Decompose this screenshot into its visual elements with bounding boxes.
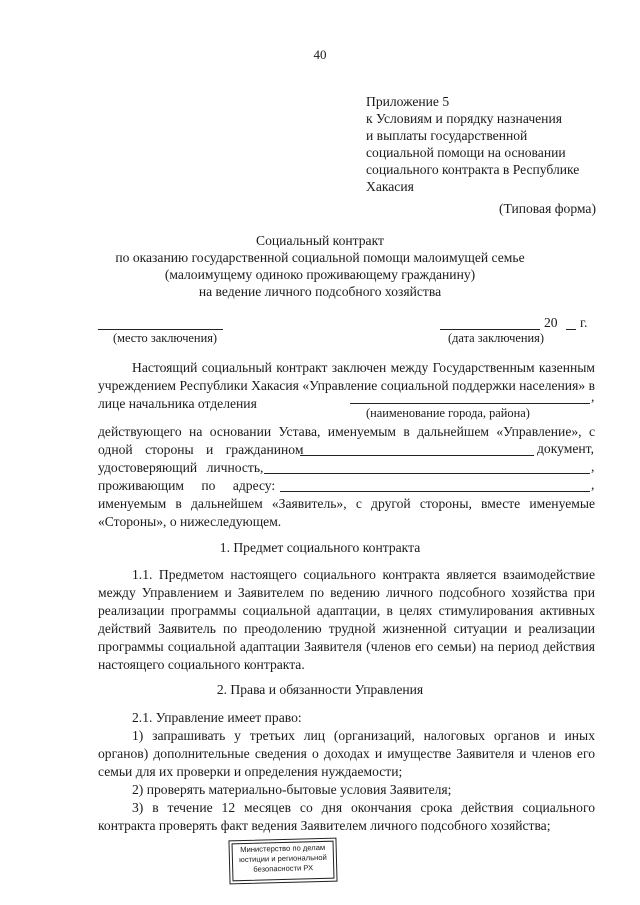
place-caption: (место заключения) [113,331,218,345]
appendix-line: социального контракта в Республике [366,162,580,177]
stamp-line: юстиции и региональной [239,852,327,865]
identity-blank-line [264,473,590,474]
ministry-stamp [228,838,337,885]
section-1-paragraph [98,566,595,674]
form-type-label: (Типовая форма) [498,201,596,216]
appendix-line: Хакасия [366,179,414,194]
intro-line-2: действующего на основании Устава, именуемым в дальнейшем «Управление», с [98,424,595,439]
intro-line-7: «Стороны», о нижеследующем. [98,514,282,529]
year-blank-line [566,329,576,330]
item-1-text: 1) запрашивать у третьих лиц (организаций, налоговых органов и иных органов) дополнительные сведения о доходах и имуществе Заявителя и членов его семьи для их проверки и определения нуждаемости; [98,728,595,779]
intro-text: Настоящий социальный контракт заключен между Государственным казенным учреждением Республики Хакасия «Управление социальной поддержки населения» в лице начальника отделения [98,360,595,411]
place-blank-line [98,329,223,330]
title-line: Социальный контракт [256,233,384,248]
appendix-line: и выплаты государственной [366,128,528,143]
title-line: по оказанию государственной социальной помощи малоимущей семье [115,250,525,265]
intro-paragraph [98,359,595,413]
item-2-text: 2) проверять материально-бытовые условия Заявителя; [132,782,452,797]
stamp-line: Министерство по делам [240,842,326,855]
item-3-text: 3) в течение 12 месяцев со дня окончания срока действия социального контракта проверять факт ведения Заявителем личного подсобного хозяйства; [98,800,595,833]
section-1-title: 1. Предмет социального контракта [219,540,421,555]
identity-label: удостоверяющий личность, [98,460,264,475]
title-line: (малоимущему одиноко проживающему гражданину) [164,267,476,282]
section-2-title: 2. Права и обязанности Управления [216,682,424,697]
appendix-reference [366,93,579,195]
date-suffix: г. [580,315,588,330]
section-2-1-paragraph [98,709,595,727]
department-blank-line [350,403,590,404]
city-caption: (наименование города, района) [366,406,530,420]
stamp-inner-border [232,841,335,882]
intro-line-4 [98,459,595,477]
section-2-1-text: 2.1. Управление имеет право: [132,710,302,725]
appendix-line: социальной помощи на основании [366,145,566,160]
title-line: на ведение личного подсобного хозяйства [198,284,442,299]
document-label: документ, [537,441,594,456]
section-2-item-2 [98,781,595,799]
comma: , [591,389,595,404]
section-2-item-3 [98,799,595,835]
date-blank-line [440,329,540,330]
intro-line-3 [98,441,595,459]
intro-line-6: именуемым в дальнейшем «Заявитель», с другой стороны, вместе именуемые [98,496,595,511]
appendix-line: Приложение 5 [366,94,450,109]
appendix-line: к Условиям и порядку назначения [366,111,562,126]
address-blank-line [280,491,590,492]
page-number: 40 [313,47,327,62]
stamp-line: безопасности РХ [253,863,314,874]
date-year: 20 [544,315,558,330]
section-2-item-1 [98,727,595,781]
comma: , [591,477,595,492]
intro-line-5 [98,477,595,495]
comma: , [591,459,595,474]
section-1-text: 1.1. Предметом настоящего социального контракта является взаимодействие между Управлением и Заявителем по ведению личного подсобного хозяйства при реализации программы социальной адаптации, в целях стимулирования активных действий Заявитель по преодолению трудной жизненной ситуации и реализации программы социальной адаптации Заявителя (членов его семьи) на период действия настоящего социального контракта. [98,567,595,672]
document-title [0,232,640,300]
date-caption: (дата заключения) [448,331,544,345]
citizen-label: одной стороны и гражданином [98,442,304,457]
citizen-blank-line [300,455,534,456]
address-label: проживающим по адресу: [98,478,276,493]
